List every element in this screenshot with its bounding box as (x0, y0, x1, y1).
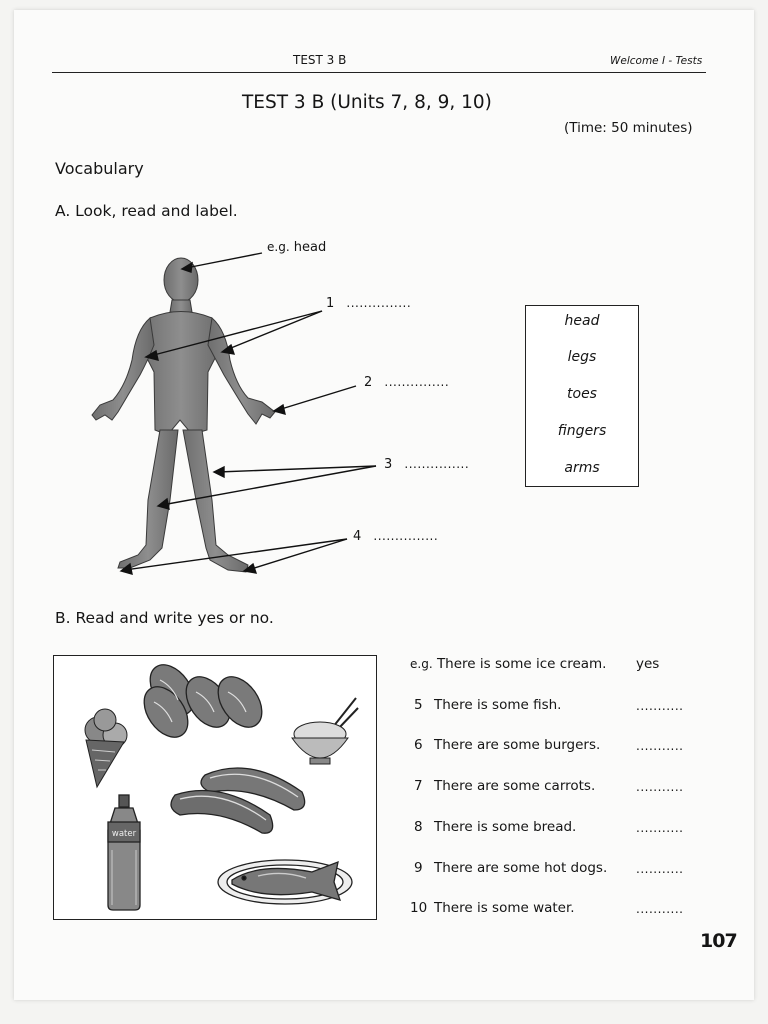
question-number: 8 (414, 819, 423, 835)
question-row (414, 737, 600, 753)
answer-blank[interactable]: ............... (346, 296, 412, 310)
section-a-heading: A. Look, read and label. (55, 202, 238, 220)
question-row (414, 778, 595, 794)
page-title: TEST 3 B (Units 7, 8, 9, 10) (242, 92, 492, 113)
question-row (414, 860, 607, 876)
question-text: There is some fish. (434, 697, 562, 713)
example-answer: yes (636, 656, 660, 672)
question-text: There is some water. (434, 900, 575, 916)
fish-plate-icon (218, 860, 352, 904)
vocabulary-heading: Vocabulary (55, 159, 144, 178)
question-text: There is some bread. (434, 819, 577, 835)
header-test-label: TEST 3 B (293, 53, 347, 67)
question-number: 7 (414, 778, 423, 794)
answer-blank[interactable]: ........... (636, 739, 684, 753)
hot-dogs-icon (171, 768, 305, 833)
answer-blank[interactable]: ........... (636, 821, 684, 835)
question-text: There are some carrots. (434, 778, 596, 794)
bread-rolls-icon (135, 657, 271, 746)
question-text: There are some hot dogs. (434, 860, 608, 876)
answer-blank[interactable]: ........... (636, 780, 684, 794)
question-row (414, 697, 561, 713)
question-number: 10 (410, 900, 428, 916)
question-number: 5 (414, 697, 423, 713)
answer-blank[interactable]: ........... (636, 862, 684, 876)
answer-blank[interactable]: ............... (404, 457, 470, 471)
section-b-heading: B. Read and write yes or no. (55, 609, 274, 627)
question-number: 6 (414, 737, 423, 753)
example-question: e.g. There is some ice cream. (410, 656, 607, 672)
word-box-item: legs (567, 349, 597, 365)
answer-blank[interactable]: ........... (636, 699, 684, 713)
question-text: There are some burgers. (434, 737, 601, 753)
item-number: 3 (384, 457, 393, 472)
item-number: 1 (326, 296, 335, 311)
page-number: 107 (700, 930, 737, 952)
item-number: 2 (364, 375, 373, 390)
question-row (410, 900, 575, 916)
example-label: e.g. head (267, 240, 327, 255)
question-row (414, 819, 576, 835)
answer-blank[interactable]: ............... (373, 529, 439, 543)
ice-cream-icon (85, 709, 127, 787)
water-bottle-icon (108, 795, 140, 910)
header-book-label: Welcome I - Tests (610, 55, 703, 67)
word-box-item: toes (567, 386, 597, 402)
question-number: 9 (414, 860, 423, 876)
answer-blank[interactable]: ............... (384, 375, 450, 389)
word-box-item: head (564, 313, 600, 329)
time-limit: (Time: 50 minutes) (564, 120, 693, 136)
water-bottle-label: water (111, 829, 137, 839)
rice-bowl-icon (292, 698, 358, 764)
word-box-item: arms (564, 460, 600, 476)
answer-blank[interactable]: ........... (636, 902, 684, 916)
word-box-item: fingers (557, 423, 607, 439)
item-number: 4 (353, 529, 362, 544)
